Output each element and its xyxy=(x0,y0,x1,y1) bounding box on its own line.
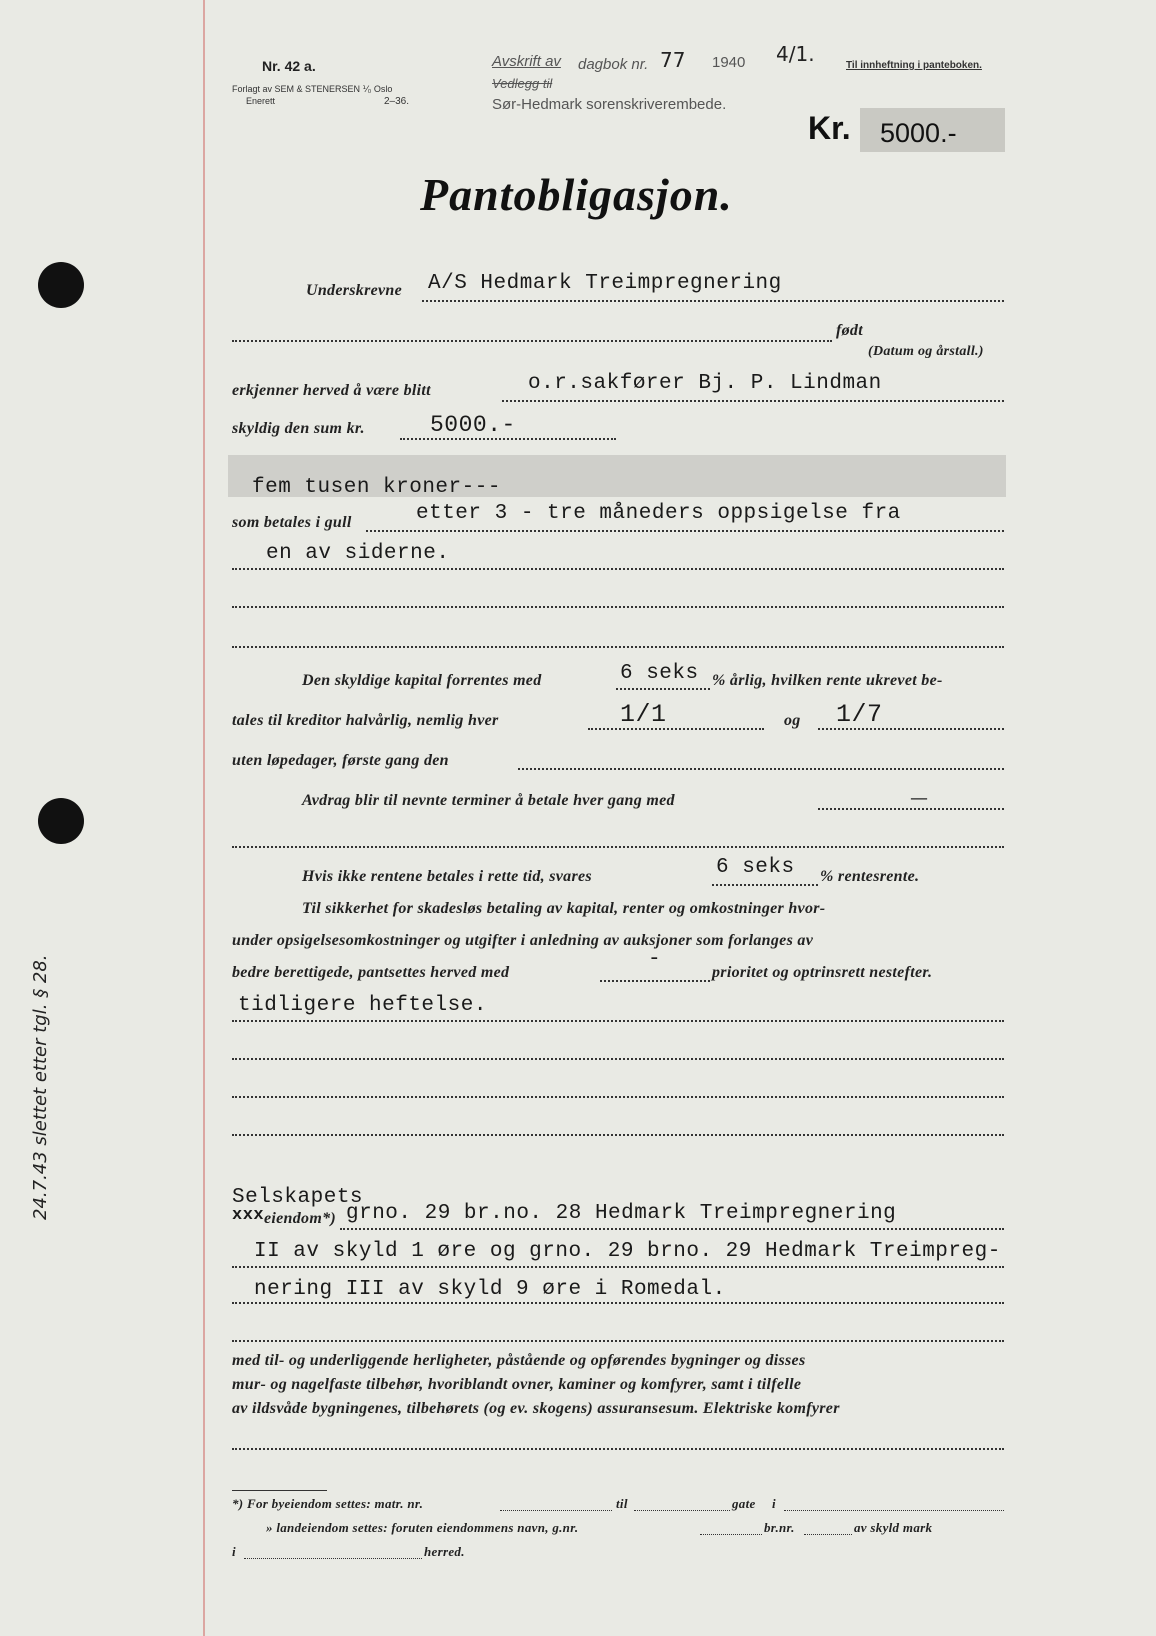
underskrevne-value: A/S Hedmark Treimpregnering xyxy=(428,272,782,295)
footnote-gate: gate xyxy=(732,1496,756,1511)
herligheter-line-1: med til- og underliggende herligheter, påstående og opførendes bygninger og disses xyxy=(232,1352,806,1369)
court-name: Sør-Hedmark sorenskriverembede. xyxy=(492,96,727,113)
termin-value-1: 1/1 xyxy=(620,700,667,729)
dagbok-label: dagbok nr. xyxy=(578,56,649,73)
struck-vedlegg-label: Vedlegg til xyxy=(492,76,553,91)
blank-dots-1 xyxy=(232,568,1004,570)
eiendom-dots-4 xyxy=(232,1340,1004,1342)
skyldig-dots xyxy=(400,438,616,440)
footnote-brnr: br.nr. xyxy=(764,1520,795,1535)
forrentes-dots xyxy=(616,688,710,690)
datum-label: (Datum og årstall.) xyxy=(868,344,984,359)
blank-dots-4 xyxy=(232,1058,1004,1060)
prioritet-line-dots xyxy=(232,1020,1004,1022)
termin-dots-2 xyxy=(818,728,1004,730)
forrentes-value: 6 seks xyxy=(620,662,699,685)
sikkerhet-line-3b: prioritet og optrinsrett nestefter. xyxy=(712,964,933,981)
eiendom-line-3: nering III av skyld 9 øre i Romedal. xyxy=(254,1278,726,1301)
dagbok-date: 4/1. xyxy=(776,42,815,66)
footnote-line-1: *) For byeiendom settes: matr. nr. xyxy=(232,1496,424,1511)
blank-dots-3 xyxy=(232,646,1004,648)
kr-amount: 5000.- xyxy=(880,118,957,148)
herligheter-line-3: av ildsvåde bygningenes, tilbehørets (og ev. skogens) assuransesum. Elektriske komfyrer xyxy=(232,1400,840,1417)
margin-handwritten-note: 24.7.43 slettet etter tgl. § 28. xyxy=(30,954,51,1220)
footnote-line-3-i: i xyxy=(232,1544,236,1559)
avdrag-label: Avdrag blir til nevnte terminer å betale hver gang med xyxy=(302,792,675,809)
publisher-line: Forlagt av SEM & STENERSEN ⅟₀ Oslo xyxy=(232,84,393,94)
punch-hole-bottom xyxy=(38,798,84,844)
footnote-til: til xyxy=(616,1496,628,1511)
underskrevne-dots xyxy=(422,300,1004,302)
skyldig-value: 5000.- xyxy=(430,412,516,438)
selskapets-label: Selskapets xyxy=(232,1186,364,1209)
footnote-line-2: » landeiendom settes: foruten eiendommens navn, g.nr. xyxy=(266,1520,579,1535)
termin-dots-1 xyxy=(588,728,764,730)
footnote-rule xyxy=(232,1490,327,1491)
blank-dots-6 xyxy=(232,1134,1004,1136)
betales-dots xyxy=(366,530,1004,532)
sikkerhet-line-2: under opsigelsesomkostninger og utgifter i anledning av auksjoner som forlanges av xyxy=(232,932,814,949)
tales-label: tales til kreditor halvårlig, nemlig hver xyxy=(232,712,499,729)
dagbok-number: 77 xyxy=(660,48,686,72)
eiendom-dots-2 xyxy=(232,1266,1004,1268)
innheftning-label: Til innheftning i panteboken. xyxy=(846,60,982,71)
underskrevne-label: Underskrevne xyxy=(306,282,403,299)
avdrag-value: — xyxy=(910,788,928,809)
footnote-i-dots xyxy=(784,1510,1004,1511)
herligheter-line-2: mur- og nagelfaste tilbehør, hvoriblandt ovner, kaminer og komfyrer, samt i tilfelle xyxy=(232,1376,802,1393)
footnote-brnr-dots xyxy=(804,1534,852,1535)
footnote-herred: herred. xyxy=(424,1544,465,1559)
sikkerhet-line-1: Til sikkerhet for skadesløs betaling av kapital, renter og omkostninger hvor- xyxy=(302,900,826,917)
footnote-matr-dots xyxy=(500,1510,612,1511)
document-title: Pantobligasjon. xyxy=(420,169,733,220)
dagbok-year: 1940 xyxy=(712,54,746,71)
footnote-skyld: av skyld mark xyxy=(854,1520,933,1535)
herligheter-dots xyxy=(232,1448,1004,1450)
eiendom-dots-1 xyxy=(340,1228,1004,1230)
lopedager-label: uten løpedager, første gang den xyxy=(232,752,449,769)
fodt-dots xyxy=(232,340,832,342)
blank-dots-2 xyxy=(232,606,1004,608)
lopedager-dots xyxy=(518,768,1004,770)
hvis-value: 6 seks xyxy=(716,856,795,879)
forrentes-label: Den skyldige kapital forrentes med xyxy=(302,672,542,689)
forrentes-label-2: % årlig, hvilken rente ukrevet be- xyxy=(712,672,943,689)
hvis-dots xyxy=(712,884,818,886)
skyldig-label: skyldig den sum kr. xyxy=(232,420,365,437)
termin-value-2: 1/7 xyxy=(836,700,883,729)
og-label: og xyxy=(784,712,801,729)
betales-value: etter 3 - tre måneders oppsigelse fra xyxy=(416,502,901,525)
erkjenner-dots xyxy=(502,400,1004,402)
footnote-i: i xyxy=(772,1496,776,1511)
betales-value-2: en av siderne. xyxy=(266,542,450,565)
avskrift-label: Avskrift av xyxy=(492,53,561,70)
eiendom-line-1: grno. 29 br.no. 28 Hedmark Treimpregnering xyxy=(346,1202,897,1225)
sikkerhet-line-3: bedre berettigede, pantsettes herved med xyxy=(232,964,510,981)
erkjenner-value: o.r.sakfører Bj. P. Lindman xyxy=(528,372,882,395)
prioritet-value: tidligere heftelse. xyxy=(238,994,487,1017)
betales-label: som betales i gull xyxy=(232,514,352,531)
erkjenner-label: erkjenner herved å være blitt xyxy=(232,382,431,399)
hvis-label-2: % rentesrente. xyxy=(820,868,920,885)
punch-hole-top xyxy=(38,262,84,308)
kr-label: Kr. xyxy=(808,110,851,146)
eiendom-label: eiendom*) xyxy=(264,1210,337,1227)
prioritet-number-value: - xyxy=(648,948,662,971)
margin-rule xyxy=(203,0,205,1636)
struck-word: xxx xyxy=(232,1206,265,1225)
form-number: Nr. 42 a. xyxy=(262,58,316,74)
avdrag-blank-dots xyxy=(232,846,1004,848)
footnote-gnr-dots xyxy=(700,1534,762,1535)
publisher-enerett: Enerett xyxy=(246,96,276,106)
footnote-herred-dots xyxy=(244,1558,422,1559)
eiendom-dots-3 xyxy=(232,1302,1004,1304)
blank-dots-5 xyxy=(232,1096,1004,1098)
prioritet-dots xyxy=(600,980,710,982)
amount-words-value: fem tusen kroner--- xyxy=(252,476,501,499)
eiendom-line-2: II av skyld 1 øre og grno. 29 brno. 29 Hedmark Treimpreg- xyxy=(254,1240,1001,1263)
fodt-label: født xyxy=(836,322,863,339)
footnote-til-dots xyxy=(634,1510,730,1511)
hvis-label: Hvis ikke rentene betales i rette tid, svares xyxy=(302,868,592,885)
publisher-date: 2–36. xyxy=(384,96,410,107)
